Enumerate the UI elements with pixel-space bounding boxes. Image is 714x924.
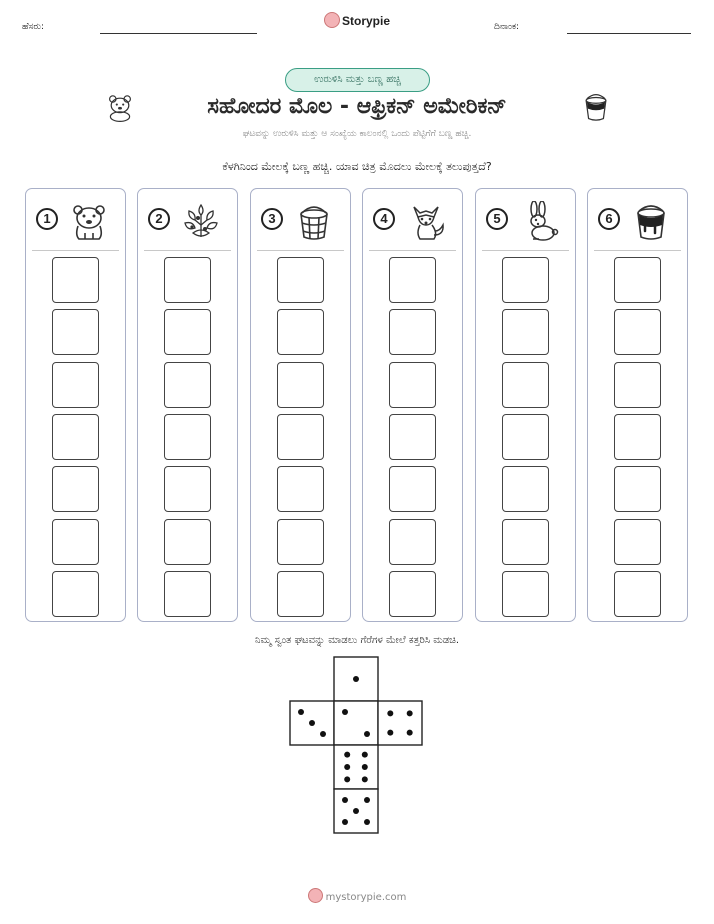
instructions-subtitle: ಘಟವನ್ನು ಉರುಳಿಸಿ ಮತ್ತು ಆ ಸಂಖ್ಯೆಯ ಕಾಲಂನಲ್ಲಿ ಒಂದು ಪೆಟ್ಟಿಗೆಗೆ ಬಣ್ಣ ಹಚ್ಚಿ. bbox=[242, 129, 472, 139]
column-divider bbox=[144, 250, 231, 251]
die-face-6 bbox=[334, 745, 378, 789]
column-1 bbox=[25, 188, 126, 622]
color-box[interactable] bbox=[164, 414, 211, 460]
color-box[interactable] bbox=[502, 362, 549, 408]
color-box[interactable] bbox=[389, 414, 436, 460]
die-pip bbox=[364, 731, 370, 737]
die-pip bbox=[387, 730, 393, 736]
color-box[interactable] bbox=[52, 257, 99, 303]
color-box[interactable] bbox=[164, 519, 211, 565]
color-box[interactable] bbox=[389, 309, 436, 355]
die-pip bbox=[364, 797, 370, 803]
cut-instruction: ನಿಮ್ಮ ಸ್ವಂತ ಘಟವನ್ನು ಮಾಡಲು ಗೆರೆಗಳ ಮೇಲೆ ಕತ್ತರಿಸಿ ಮಡಚಿ. bbox=[254, 635, 460, 646]
die-pip bbox=[344, 776, 350, 782]
bear-icon bbox=[69, 201, 109, 241]
storypie-logo-icon bbox=[308, 888, 323, 903]
footer-url[interactable]: mystorypie.com bbox=[325, 892, 407, 903]
column-number: 1 bbox=[36, 208, 58, 230]
column-number: 3 bbox=[261, 208, 283, 230]
die-face-4 bbox=[378, 701, 422, 745]
color-box[interactable] bbox=[277, 519, 324, 565]
color-box[interactable] bbox=[389, 257, 436, 303]
color-box[interactable] bbox=[52, 466, 99, 512]
fox-icon bbox=[406, 201, 446, 241]
column-number: 2 bbox=[148, 208, 170, 230]
bush-icon bbox=[181, 201, 221, 241]
color-box[interactable] bbox=[164, 257, 211, 303]
die-pip bbox=[353, 676, 359, 682]
rabbit-icon bbox=[519, 201, 559, 241]
color-box[interactable] bbox=[164, 466, 211, 512]
color-box[interactable] bbox=[164, 571, 211, 617]
name-label: ಹೆಸರು: bbox=[22, 22, 45, 32]
die-pip bbox=[364, 819, 370, 825]
column-6 bbox=[587, 188, 688, 622]
color-box[interactable] bbox=[614, 466, 661, 512]
column-3 bbox=[250, 188, 351, 622]
color-box[interactable] bbox=[164, 362, 211, 408]
column-divider bbox=[257, 250, 344, 251]
color-box[interactable] bbox=[502, 309, 549, 355]
color-box[interactable] bbox=[389, 466, 436, 512]
color-box[interactable] bbox=[502, 257, 549, 303]
die-pip bbox=[362, 764, 368, 770]
footer bbox=[0, 888, 714, 903]
color-box[interactable] bbox=[277, 414, 324, 460]
color-box[interactable] bbox=[614, 414, 661, 460]
color-box[interactable] bbox=[389, 362, 436, 408]
die-face-2 bbox=[334, 701, 378, 745]
column-divider bbox=[482, 250, 569, 251]
column-5 bbox=[475, 188, 576, 622]
die-pip bbox=[344, 764, 350, 770]
color-box[interactable] bbox=[52, 571, 99, 617]
color-box[interactable] bbox=[52, 414, 99, 460]
column-2 bbox=[137, 188, 238, 622]
color-box[interactable] bbox=[389, 571, 436, 617]
tar-bucket-title-icon bbox=[582, 92, 610, 122]
color-box[interactable] bbox=[502, 571, 549, 617]
color-box[interactable] bbox=[52, 362, 99, 408]
die-pip bbox=[344, 752, 350, 758]
tar-bucket-icon bbox=[631, 201, 671, 241]
date-line[interactable] bbox=[567, 33, 691, 34]
color-box[interactable] bbox=[614, 257, 661, 303]
column-divider bbox=[594, 250, 681, 251]
color-box[interactable] bbox=[277, 466, 324, 512]
column-divider bbox=[369, 250, 456, 251]
die-template bbox=[289, 656, 425, 836]
color-box[interactable] bbox=[164, 309, 211, 355]
column-number: 4 bbox=[373, 208, 395, 230]
activity-badge: ಉರುಳಿಸಿ ಮತ್ತು ಬಣ್ಣ ಹಚ್ಚಿ bbox=[285, 68, 430, 92]
die-pip bbox=[342, 709, 348, 715]
die-pip bbox=[387, 710, 393, 716]
die-pip bbox=[342, 797, 348, 803]
color-box[interactable] bbox=[502, 414, 549, 460]
die-pip bbox=[353, 808, 359, 814]
column-divider bbox=[32, 250, 119, 251]
brand-name: Storypie bbox=[341, 14, 390, 28]
storypie-logo-icon bbox=[324, 12, 340, 28]
die-pip bbox=[342, 819, 348, 825]
color-box[interactable] bbox=[502, 519, 549, 565]
column-4 bbox=[362, 188, 463, 622]
color-box[interactable] bbox=[614, 362, 661, 408]
name-line[interactable] bbox=[100, 33, 257, 34]
column-number: 5 bbox=[486, 208, 508, 230]
brand-logo bbox=[0, 12, 714, 28]
color-box[interactable] bbox=[277, 362, 324, 408]
die-pip bbox=[309, 720, 315, 726]
die-pip bbox=[362, 776, 368, 782]
die-pip bbox=[298, 709, 304, 715]
color-box[interactable] bbox=[502, 466, 549, 512]
die-pip bbox=[407, 730, 413, 736]
color-box[interactable] bbox=[277, 309, 324, 355]
color-box[interactable] bbox=[52, 309, 99, 355]
bucket-icon bbox=[294, 201, 334, 241]
color-box[interactable] bbox=[277, 571, 324, 617]
die-pip bbox=[320, 731, 326, 737]
color-box[interactable] bbox=[614, 309, 661, 355]
die-pip bbox=[362, 752, 368, 758]
column-number: 6 bbox=[598, 208, 620, 230]
color-box[interactable] bbox=[52, 519, 99, 565]
color-box[interactable] bbox=[277, 257, 324, 303]
color-box[interactable] bbox=[614, 519, 661, 565]
question-text: ಕೆಳಗಿನಿಂದ ಮೇಲಕ್ಕೆ ಬಣ್ಣ ಹಚ್ಚಿ. ಯಾವ ಚಿತ್ರ ಮೊದಲು ಮೇಲಕ್ಕೆ ತಲುಪುತ್ತದೆ? bbox=[222, 160, 492, 173]
die-pip bbox=[407, 710, 413, 716]
color-box[interactable] bbox=[389, 519, 436, 565]
date-label: ದಿನಾಂಕ: bbox=[494, 22, 520, 32]
page-title: ಸಹೋದರ ಮೊಲ - ಆಫ್ರಿಕನ್ ಅಮೇರಿಕನ್ bbox=[207, 94, 507, 119]
color-box[interactable] bbox=[614, 571, 661, 617]
